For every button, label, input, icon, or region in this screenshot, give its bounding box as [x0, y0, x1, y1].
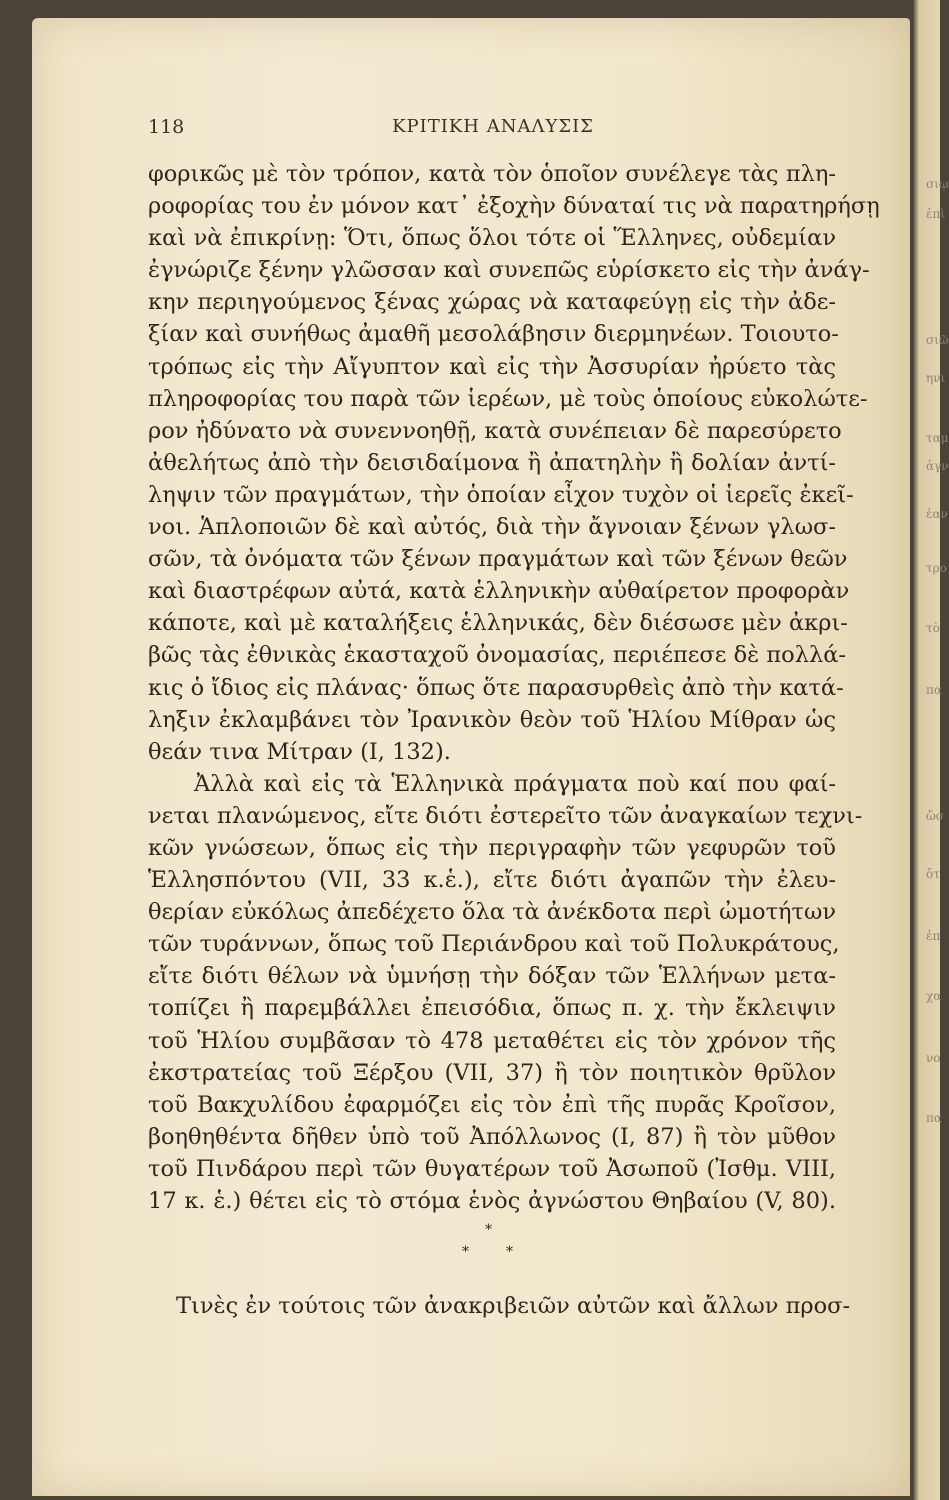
asterism-star: *: [462, 1244, 469, 1260]
edge-fragment: σιῳ: [926, 177, 949, 191]
text-line: ροφορίας του ἐν μόνον κατ᾿ ἐξοχὴν δύναταί τις νὰ παρατηρήσῃ: [148, 193, 880, 220]
text-line: ἀθελήτως ἀπὸ τὴν δεισιδαίμονα ἢ ἀπατηλὴν ἢ δολίαν ἀντί-: [148, 449, 836, 476]
text-line: φορικῶς μὲ τὸν τρόπον, κατὰ τὸν ὁποῖον συνέλεγε τὰς πλη-: [148, 161, 836, 187]
edge-fragment: πα: [926, 683, 942, 697]
edge-fragment: σιῶ: [926, 333, 949, 347]
text-line: ξίαν καὶ συνήθως ἀμαθῆ μεσολάβησιν διερμηνέων. Τοιουτο-: [148, 321, 839, 348]
text-line: τοῦ Βακχυλίδου ἐφαρμόζει εἰς τὸν ἐπὶ τῆς πυρᾶς Κροῖσον,: [148, 1091, 836, 1118]
text-line: κάποτε, καὶ μὲ καταλήξεις ἑλληνικάς, δὲν διέσωσε μὲν ἀκρι-: [148, 610, 848, 637]
text-line: ἐκστρατείας τοῦ Ξέρξου (VII, 37) ἢ τὸν ποιητικὸν θρῦλον: [148, 1059, 836, 1086]
text-line: Ἀλλὰ καὶ εἰς τὰ Ἑλληνικὰ πράγματα ποὺ καί που φαί-: [194, 770, 836, 797]
edge-fragment: ηνι: [926, 371, 946, 385]
text-line: καὶ διαστρέφων αὐτά, κατὰ ἑλληνικὴν αὐθαίρετον προφορὰν: [148, 578, 850, 605]
text-line: βοηθηθέντα δῆθεν ὑπὸ τοῦ Ἀπόλλωνος (I, 87) ἢ τὸν μῦθον: [148, 1123, 836, 1150]
edge-fragment: ὅτ: [926, 867, 940, 881]
edge-fragment: χα: [926, 989, 942, 1003]
text-line: πληροφορίας του παρὰ τῶν ἱερέων, μὲ τοὺς ὁποίους εὐκολώτε-: [148, 385, 868, 412]
text-line: θερίαν εὐκόλως ἀπεδέχετο ὅλα τὰ ἀνέκδοτα περὶ ὠμοτήτων: [148, 899, 836, 926]
text-line: κῶν γνώσεων, ὅπως εἰς τὴν περιγραφὴν τῶν γεφυρῶν τοῦ: [148, 834, 836, 861]
text-line: ἐγνώριζε ξένην γλῶσσαν καὶ συνεπῶς εὑρίσκετο εἰς τὴν ἀνάγ-: [148, 257, 870, 284]
text-line: τοῦ Ἡλίου συμβᾶσαν τὸ 478 μεταθέτει εἰς τὸν χρόνον τῆς: [148, 1027, 836, 1054]
text-line: σῶν, τὰ ὀνόματα τῶν ξένων πραγμάτων καὶ τῶν ξένων θεῶν: [148, 546, 848, 573]
asterism-divider: [440, 1222, 540, 1272]
text-line: ρον ἠδύνατο νὰ συνεννοηθῇ, κατὰ συνέπειαν δὲ παρεσύρετο: [148, 417, 842, 444]
text-line: Ἑλλησπόντου (VII, 33 κ.ἑ.), εἴτε διότι ἀγαπῶν τὴν ἐλευ-: [148, 867, 836, 894]
text-line: τοπίζει ἢ παρεμβάλλει ἐπεισόδια, ὅπως π. χ. τὴν ἔκλειψιν: [148, 995, 836, 1022]
edge-fragment: ταμ: [926, 431, 949, 445]
text-line: ληξιν ἐκλαμβάνει τὸν Ἰρανικὸν θεὸν τοῦ Ἡλίου Μίθραν ὡς: [148, 706, 836, 733]
text-line: νοι. Ἁπλοποιῶν δὲ καὶ αὐτός, διὰ τὴν ἄγνοιαν ξένων γλωσ-: [148, 514, 836, 541]
text-line: τῶν τυράννων, ὅπως τοῦ Περιάνδρου καὶ τοῦ Πολυκράτους,: [148, 931, 840, 958]
page-header: [148, 116, 838, 144]
text-line: βῶς τὰς ἐθνικὰς ἑκασταχοῦ ὀνομασίας, περιέπεσε δὲ πολλά-: [148, 642, 847, 669]
edge-fragment: τρο: [926, 561, 947, 575]
text-line: κις ὁ ἴδιος εἰς πλάνας· ὅπως ὅτε παρασυρθεὶς ἀπὸ τὴν κατά-: [148, 674, 844, 701]
text-line: θεάν τινα Μίτραν (I, 132).: [148, 738, 451, 765]
asterism-star: *: [485, 1222, 492, 1238]
text-line: 17 κ. ἑ.) θέτει εἰς τὸ στόμα ἑνὸς ἀγνώστου Θηβαίου (V, 80).: [148, 1188, 836, 1214]
asterism-star: *: [506, 1244, 513, 1260]
text-line: ληψιν τῶν πραγμάτων, τὴν ὁποίαν εἶχον τυχὸν οἱ ἱερεῖς ἐκεῖ-: [148, 481, 854, 508]
edge-fragment: ὥσ: [926, 809, 944, 823]
edge-fragment: ἐπ: [926, 929, 941, 943]
edge-fragment: ἐαν: [926, 507, 948, 521]
text-line: καὶ νὰ ἐπικρίνῃ: Ὅτι, ὅπως ὅλοι τότε οἱ Ἕλληνες, οὐδεμίαν: [148, 225, 836, 252]
edge-fragment: ἐπὶ: [926, 207, 946, 221]
text-line: τοῦ Πινδάρου περὶ τῶν θυγατέρων τοῦ Ἀσωποῦ (Ἰσθμ. VIII,: [148, 1155, 836, 1182]
page-number: 118: [148, 116, 185, 138]
text-line: κην περιηγούμενος ξένας χώρας νὰ καταφεύγῃ εἰς τὴν ἀδε-: [148, 289, 836, 316]
edge-fragment: ἀγν: [926, 459, 949, 473]
text-line: τρόπως εἰς τὴν Αἴγυπτον καὶ εἰς τὴν Ἀσσυρίαν ἠρύετο τὰς: [148, 353, 836, 380]
edge-fragment: νο: [926, 1051, 941, 1065]
facing-page-edge: [912, 0, 949, 1500]
body-text: [148, 158, 880, 1217]
edge-fragment: πα: [926, 1111, 942, 1125]
closing-line: Τινὲς ἐν τούτοις τῶν ἀνακριβειῶν αὐτῶν καὶ ἄλλων προσ-: [176, 1293, 851, 1319]
running-head: ΚΡΙΤΙΚΗ ΑΝΑΛΥΣΙΣ: [392, 116, 594, 137]
text-line: εἴτε διότι θέλων νὰ ὑμνήσῃ τὴν δόξαν τῶν Ἑλλήνων μετα-: [148, 963, 836, 990]
text-line: νεται πλανώμενος, εἴτε διότι ἐστερεῖτο τῶν ἀναγκαίων τεχνι-: [148, 802, 863, 829]
edge-fragment: τὸ: [926, 621, 940, 635]
